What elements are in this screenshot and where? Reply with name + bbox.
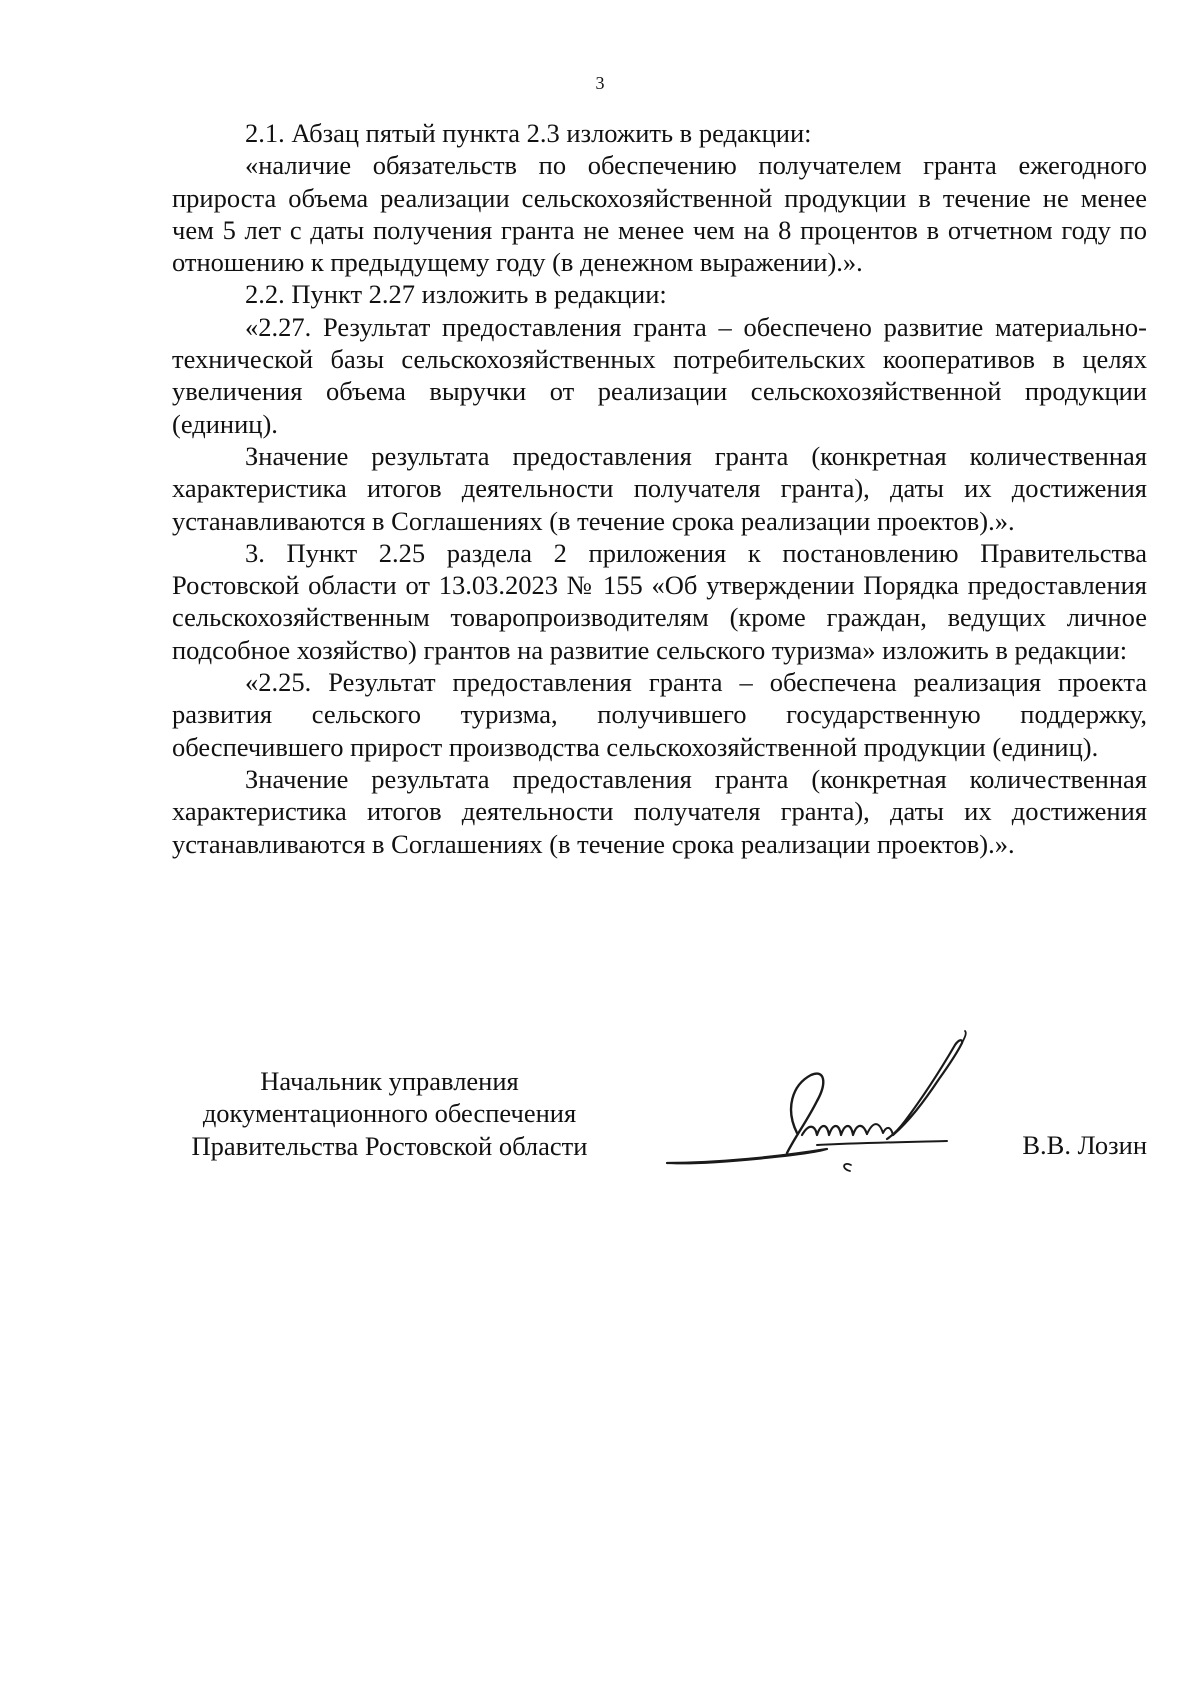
- paragraph-2-27-value: Значение результата предоставления гранта (конкретная количественная характеристика итогов деятельности получателя гранта), даты их достижения устанавливаются в Соглашениях (в течение срока реализации проектов).».: [172, 440, 1147, 536]
- signer-name: В.В. Лозин: [1022, 1130, 1147, 1160]
- paragraph-2-2: 2.2. Пункт 2.27 изложить в редакции:: [245, 279, 667, 310]
- handwritten-signature: [647, 1013, 987, 1183]
- paragraph-2-27-text: «2.27. Результат предоставления гранта – обеспечено развитие материально-технической базы сельскохозяйственных потребительских кооперативов в целях увеличения объема выручки от реализации сельскохозяйственной продукции (единиц).: [172, 311, 1147, 439]
- signature-block: [172, 1065, 1147, 1215]
- page-number: 3: [595, 73, 605, 93]
- signer-position: [172, 1065, 607, 1162]
- signer-position-line: Правительства Ростовской области: [191, 1130, 588, 1161]
- paragraph-2-1: 2.1. Абзац пятый пункта 2.3 изложить в редакции:: [245, 118, 812, 148]
- paragraph-2-25-value: Значение результата предоставления гранта (конкретная количественная характеристика итогов деятельности получателя гранта), даты их достижения устанавливаются в Соглашениях (в течение срока реализации проектов).».: [172, 763, 1147, 859]
- paragraph-2-25-text: «2.25. Результат предоставления гранта – обеспечена реализация проекта развития сельского туризма, получившего государственную поддержку, обеспечившего прирост производства сельскохозяйственной продукции (единиц).: [172, 667, 1147, 762]
- document-body: [172, 117, 1147, 860]
- signer-position-line: документационного обеспечения: [202, 1098, 577, 1129]
- paragraph-3: 3. Пункт 2.25 раздела 2 приложения к постановлению Правительства Ростовской области от 13.03.2023 № 155 «Об утверждении Порядка предоставления сельскохозяйственным товаропроизводителям (кроме граждан, ведущих личное подсобное хозяйство) грантов на развитие сельского туризма» изложить в редакции:: [172, 537, 1147, 665]
- paragraph-2-1-text: «наличие обязательств по обеспечению получателем гранта ежегодного прироста объема реализации сельскохозяйственной продукции в течение не менее чем 5 лет с даты получения гранта не менее чем на 8 процентов в отчетном году по отношению к предыдущему году (в денежном выражении).».: [172, 150, 1147, 278]
- signer-position-line: Начальник управления: [260, 1066, 519, 1096]
